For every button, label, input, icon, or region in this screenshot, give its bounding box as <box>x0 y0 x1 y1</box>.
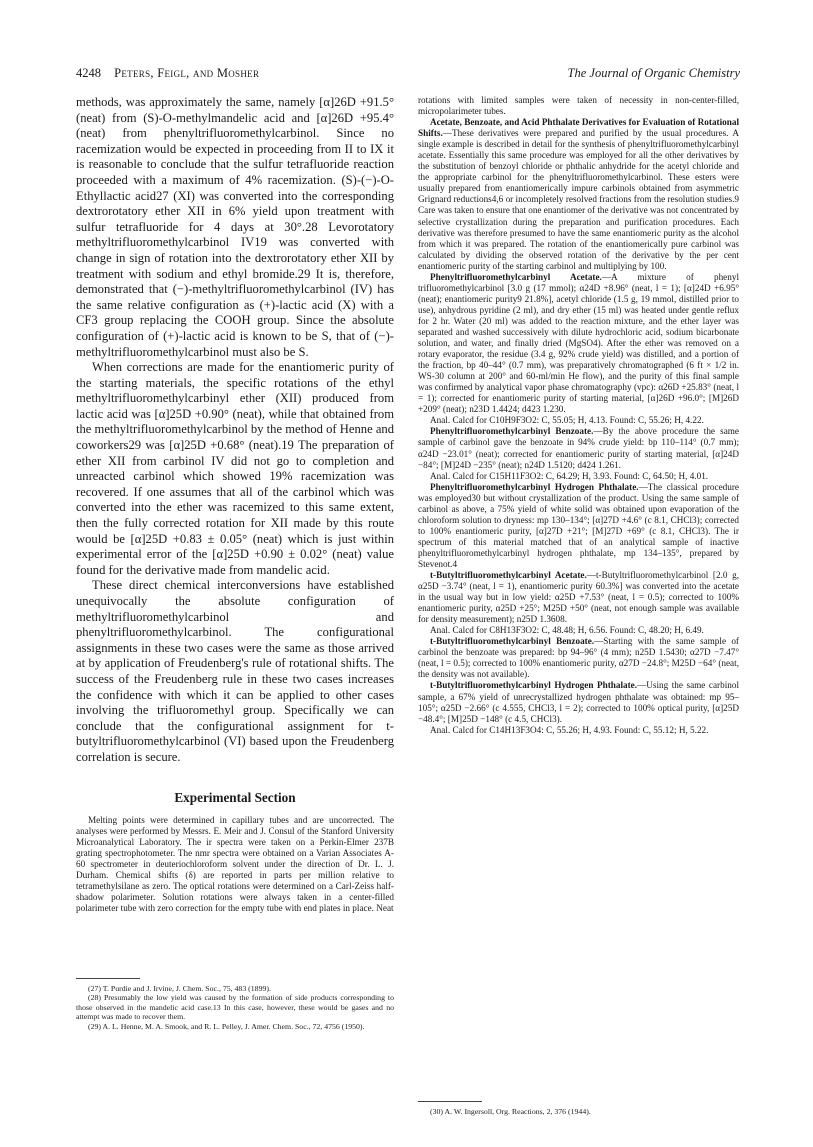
paragraph-text: —Using the same carbinol sample, a 67% yield of unrecrystallized hydrogen phthalate was obtained: mp 95–105°; α25D −2.66° (c 4.555, CHCl3, l = 2); corrected to 100% optical purity, [α]25D −48.4°; [M]25D −148° (c 4.5, CHCl3). <box>418 680 739 724</box>
experimental-paragraph <box>418 636 739 680</box>
paragraph-title: Phenyltrifluoromethylcarbinyl Acetate. <box>430 271 602 282</box>
running-header <box>76 66 740 84</box>
footnote-divider <box>418 1101 482 1102</box>
header-authors: Peters, Feigl, and Mosher <box>114 66 260 80</box>
experimental-paragraph: Melting points were determined in capillary tubes and are uncorrected. The analyses were performed by Messrs. E. Meir and J. Consul of the Stanford University Microanalytical Laboratory. The ir spectra were taken on a Perkin-Elmer 237B grating spectrophotometer. The nmr spectra were obtained on a Varian Associates A-60 spectrometer in deuteriochloroform solvent under the direction of Dr. L. J. Durham. Chemical shifts (δ) are reported in parts per million relative to tetramethylsilane as zero. The optical rotations were determined on a Carl-Zeiss half-shadow polarimeter. Solution rotations were always taken in a center-filled polarimeter tube with zero correction for the empty tube with end plates in place. Neat <box>76 814 394 913</box>
experimental-paragraph <box>418 95 739 117</box>
section-heading: Experimental Section <box>174 789 296 805</box>
paragraph-text: Anal. Calcd for C10H9F3O2: C, 55.05; H, 4.13. Found: C, 55.26; H, 4.22. <box>430 415 704 426</box>
left-column <box>76 95 394 914</box>
footnote: (27) T. Purdie and J. Irvine, J. Chem. Soc., 75, 483 (1899). <box>88 984 271 993</box>
paragraph-text: —The classical procedure was employed30 but without crystallization of the product. Using the same sample of carbinol as above, a 75% yield of white solid was obtained upon evaporation of the chloroform solution to dryness: mp 130–134°; [α]27D +4.6° (c 8.1, CHCl3); corrected to 100% enantiomeric purity, [α]27D +21°; [M]27D +69° (c 8.1, CHCl3). The ir spectrum of this material matched that of an analytical sample of inactive phenyltrifluoromethylcarbinyl hydrogen phthalate, mp 134–135°, prepared by Stevenot.4 <box>418 481 739 569</box>
analysis-paragraph <box>418 625 739 636</box>
paragraph-title: t-Butyltrifluoromethylcarbinyl Acetate. <box>430 570 587 581</box>
page-number: 4248 <box>76 66 101 80</box>
body-paragraph: methods, was approximately the same, namely [α]26D +91.5° (neat) from (S)-O-methylmandelic acid and [α]26D +95.4° (neat) from phenyltrifluoromethylcarbinol. Since no racemization would be expected in proceeding from II to IX it is reasonable to conclude that the sulfur tetrafluoride reaction proceeded with a maximum of 4% racemization. (S)-(−)-O-Ethyllactic acid27 (XI) was converted into the corresponding dextrorotatory ether XII in 6% yield upon treatment with sulfur tetrafluoride for 4 days at 30°.28 Levorotatory methyltrifluoromethylcarbinol IV19 was converted with change in sign of rotation into the dextrorotatory ether XII by treatment with sodium and ethyl bromide.29 It is, therefore, demonstrated that (−)-methyltrifluoromethylcarbinol (IV) has the same relative configuration as (+)-lactic acid (X) with a CF3 group replacing the COOH group. Since the absolute configuration of (+)-lactic acid is known to be S, that of (−)-methyltrifluoromethylcarbinol must also be S. <box>76 95 394 359</box>
analysis-paragraph <box>418 415 739 426</box>
footnote: (28) Presumably the low yield was caused by the formation of side products corresponding to those observed in the mandelic acid case.13 In this case, however, these would be gases and no attempt was made to recover them. <box>76 993 394 1022</box>
paragraph-title: Phenyltrifluoromethylcarbinyl Benzoate. <box>430 426 594 437</box>
footnote: (29) A. L. Henne, M. A. Smook, and R. L. Pelley, J. Amer. Chem. Soc., 72, 4756 (1950). <box>88 1021 365 1031</box>
experimental-paragraph <box>418 272 739 416</box>
paragraph-text: —t-Butyltrifluoromethylcarbinol [2.0 g, α25D −3.74° (neat, l = 1), enantiomeric purity 60.3%] was converted into the acetate in the usual way but in low yield: α25D +7.53° (neat, l = 0.5); corrected to 100% enantiomeric purity, α25D +25°; M25D +50° (neat, not enough sample was available for density measurement); n25D 1.3608. <box>418 570 739 625</box>
paragraph-text: rotations with limited samples were taken of necessity in non-center-filled, micropolarimeter tubes. <box>418 95 739 117</box>
paragraph-title: t-Butyltrifluoromethylcarbinyl Hydrogen Phthalate. <box>430 680 638 691</box>
experimental-paragraph <box>418 680 739 724</box>
body-paragraph: These direct chemical interconversions have established unequivocally the absolute configuration of methyltrifluoromethylcarbinol and phenyltrifluoromethylcarbinol. The configurational assignments in these two cases were the same as those arrived at by application of Freudenberg's rule of rotational shifts. The success of the Freudenberg rule in these two cases increases the confidence with which it can be applied to other cases involving the trifluoromethyl group. Specifically we can conclude that the configurational assignment for t-butyltrifluoromethylcarbinol (VI) based upon the Freudenberg correlation is secure. <box>76 578 394 764</box>
experimental-paragraph <box>418 570 739 625</box>
analysis-paragraph <box>418 725 739 736</box>
footnotes-left <box>76 984 394 1031</box>
footnotes-right <box>418 1107 739 1116</box>
paragraph-text: Anal. Calcd for C15H11F3O2: C, 64.29; H, 3.93. Found: C, 64.50; H, 4.01. <box>430 470 709 481</box>
paragraph-title: Phenyltrifluoromethylcarbinyl Hydrogen Phthalate. <box>430 481 639 492</box>
experimental-paragraph <box>418 426 739 470</box>
paragraph-title: t-Butyltrifluoromethylcarbinyl Benzoate. <box>430 636 595 647</box>
paragraph-text: —A mixture of phenyl trifluoromethylcarbinol [3.0 g (17 mmol); α24D +8.96° (neat, l = 1); [α]24D +6.95° (neat); enantiomeric purity9 21.8%], acetyl chloride (1.5 g, 19 mmol, distilled prior to use), anhydrous pyridine (2 ml), and dry ether (15 ml) was heated under gentle reflux for 2 hr. Water (20 ml) was added to the reaction mixture, and the ether layer was separated and washed successively with dilute hydrochloric acid, sodium bicarbonate solution, and water, and finally dried (MgSO4). After the ether was removed on a rotary evaporator, the residue (3.4 g, 92% crude yield) was distilled, and a portion of the fraction, bp 40–44° (0.7 mm), was preparatively chromatographed (6 ft × 1/2 in. WS-30 column at 200° and 60-ml/min He flow), and the purity of this final sample was confirmed by analytical vapor phase chromatography (vpc): α26D +25.83° (neat, l = 1); corrected for enantiomeric purity of starting material, [α]26D +96.0°; [M]26D +209° (neat); n23D 1.4424; d423 1.230. <box>418 271 739 415</box>
paragraph-text: —Starting with the same sample of carbinol the benzoate was prepared: bp 94–96° (4 mm); n25D 1.5430; α27D −7.47° (neat, l = 0.5); corrected to 100% enantiomeric purity, α27D −24.8°; M25D −64° (neat, the density was not available). <box>418 636 739 680</box>
analysis-paragraph <box>418 471 739 482</box>
body-paragraph: When corrections are made for the enantiomeric purity of the starting materials, the specific rotations of the ethyl methyltrifluoromethylcarbinyl ether (XII) produced from lactic acid was [α]25D +0.90° (neat), while that obtained from the methyltrifluoromethylcarbinol by the method of Henne and coworkers29 was [α]25D +0.68° (neat).19 The preparation of ether XII from carbinol IV did not go to completion and unreacted carbinol which showed 19% racemization was recovered. If one assumes that all of the carbinol which was converted into the ether was racemized to this same extent, then the fully corrected rotation for XII made by this route would be [α]25D +0.83 ± 0.05° (neat) which is just within experimental error of the [α]25D +0.90 ± 0.02° (neat) value found for the derivative made from mandelic acid. <box>76 360 394 577</box>
paragraph-text: —By the above procedure the same sample of carbinol gave the benzoate in 94% crude yield: bp 110–114° (0.7 mm); α24D −23.01° (neat); corrected for enantiomeric purity of starting material, [α]24D −84°; [M]24D −235° (neat); n24D 1.5120; d424 1.261. <box>418 426 740 470</box>
paragraph-text: —These derivatives were prepared and purified by the usual procedures. A single example is described in detail for the synthesis of phenyltrifluoromethylcarbinyl acetate. Essentially this same procedure was employed for all the other derivatives by the substitution of benzoyl chloride or phthalic anhydride for the acetyl chloride and the appropriate carbinol for the phenyltrifluoromethylcarbinol. These esters were usually prepared from enantiomerically impure carbinols obtained from asymmetric Grignard reductions4,6 or incompletely resolved fractions from the resolution studies.9 Care was taken to ensure that one enantiomer of the derivative was not concentrated by selective crystallization during the preparation and purification procedures. Each derivative was therefore presumed to have the same enantiomeric purity as the alcohol from which it was prepared. The rotation of the enantiomerically pure carbinol was calculated by dividing the observed rotation of the derivative by the per cent enantiomeric purity of the starting carbinol and multiplying by 100. <box>418 128 739 271</box>
right-column <box>418 95 739 736</box>
paragraph-text: Anal. Calcd for C14H13F3O4: C, 55.26; H, 4.93. Found: C, 55.12; H, 5.22. <box>430 724 709 735</box>
journal-title: The Journal of Organic Chemistry <box>567 66 740 80</box>
experimental-paragraph <box>418 117 739 272</box>
paragraph-text: Anal. Calcd for C8H13F3O2: C, 48.48; H, 6.56. Found: C, 48.20; H, 6.49. <box>430 625 704 636</box>
experimental-paragraph <box>418 482 739 570</box>
paragraph-title: Acetate, Benzoate, and Acid Phthalate Derivatives for Evaluation of Rotational Shifts. <box>418 117 739 139</box>
footnote-divider <box>76 978 140 979</box>
footnote: (30) A. W. Ingersoll, Org. Reactions, 2, 376 (1944). <box>430 1107 591 1116</box>
header-left <box>76 66 259 81</box>
